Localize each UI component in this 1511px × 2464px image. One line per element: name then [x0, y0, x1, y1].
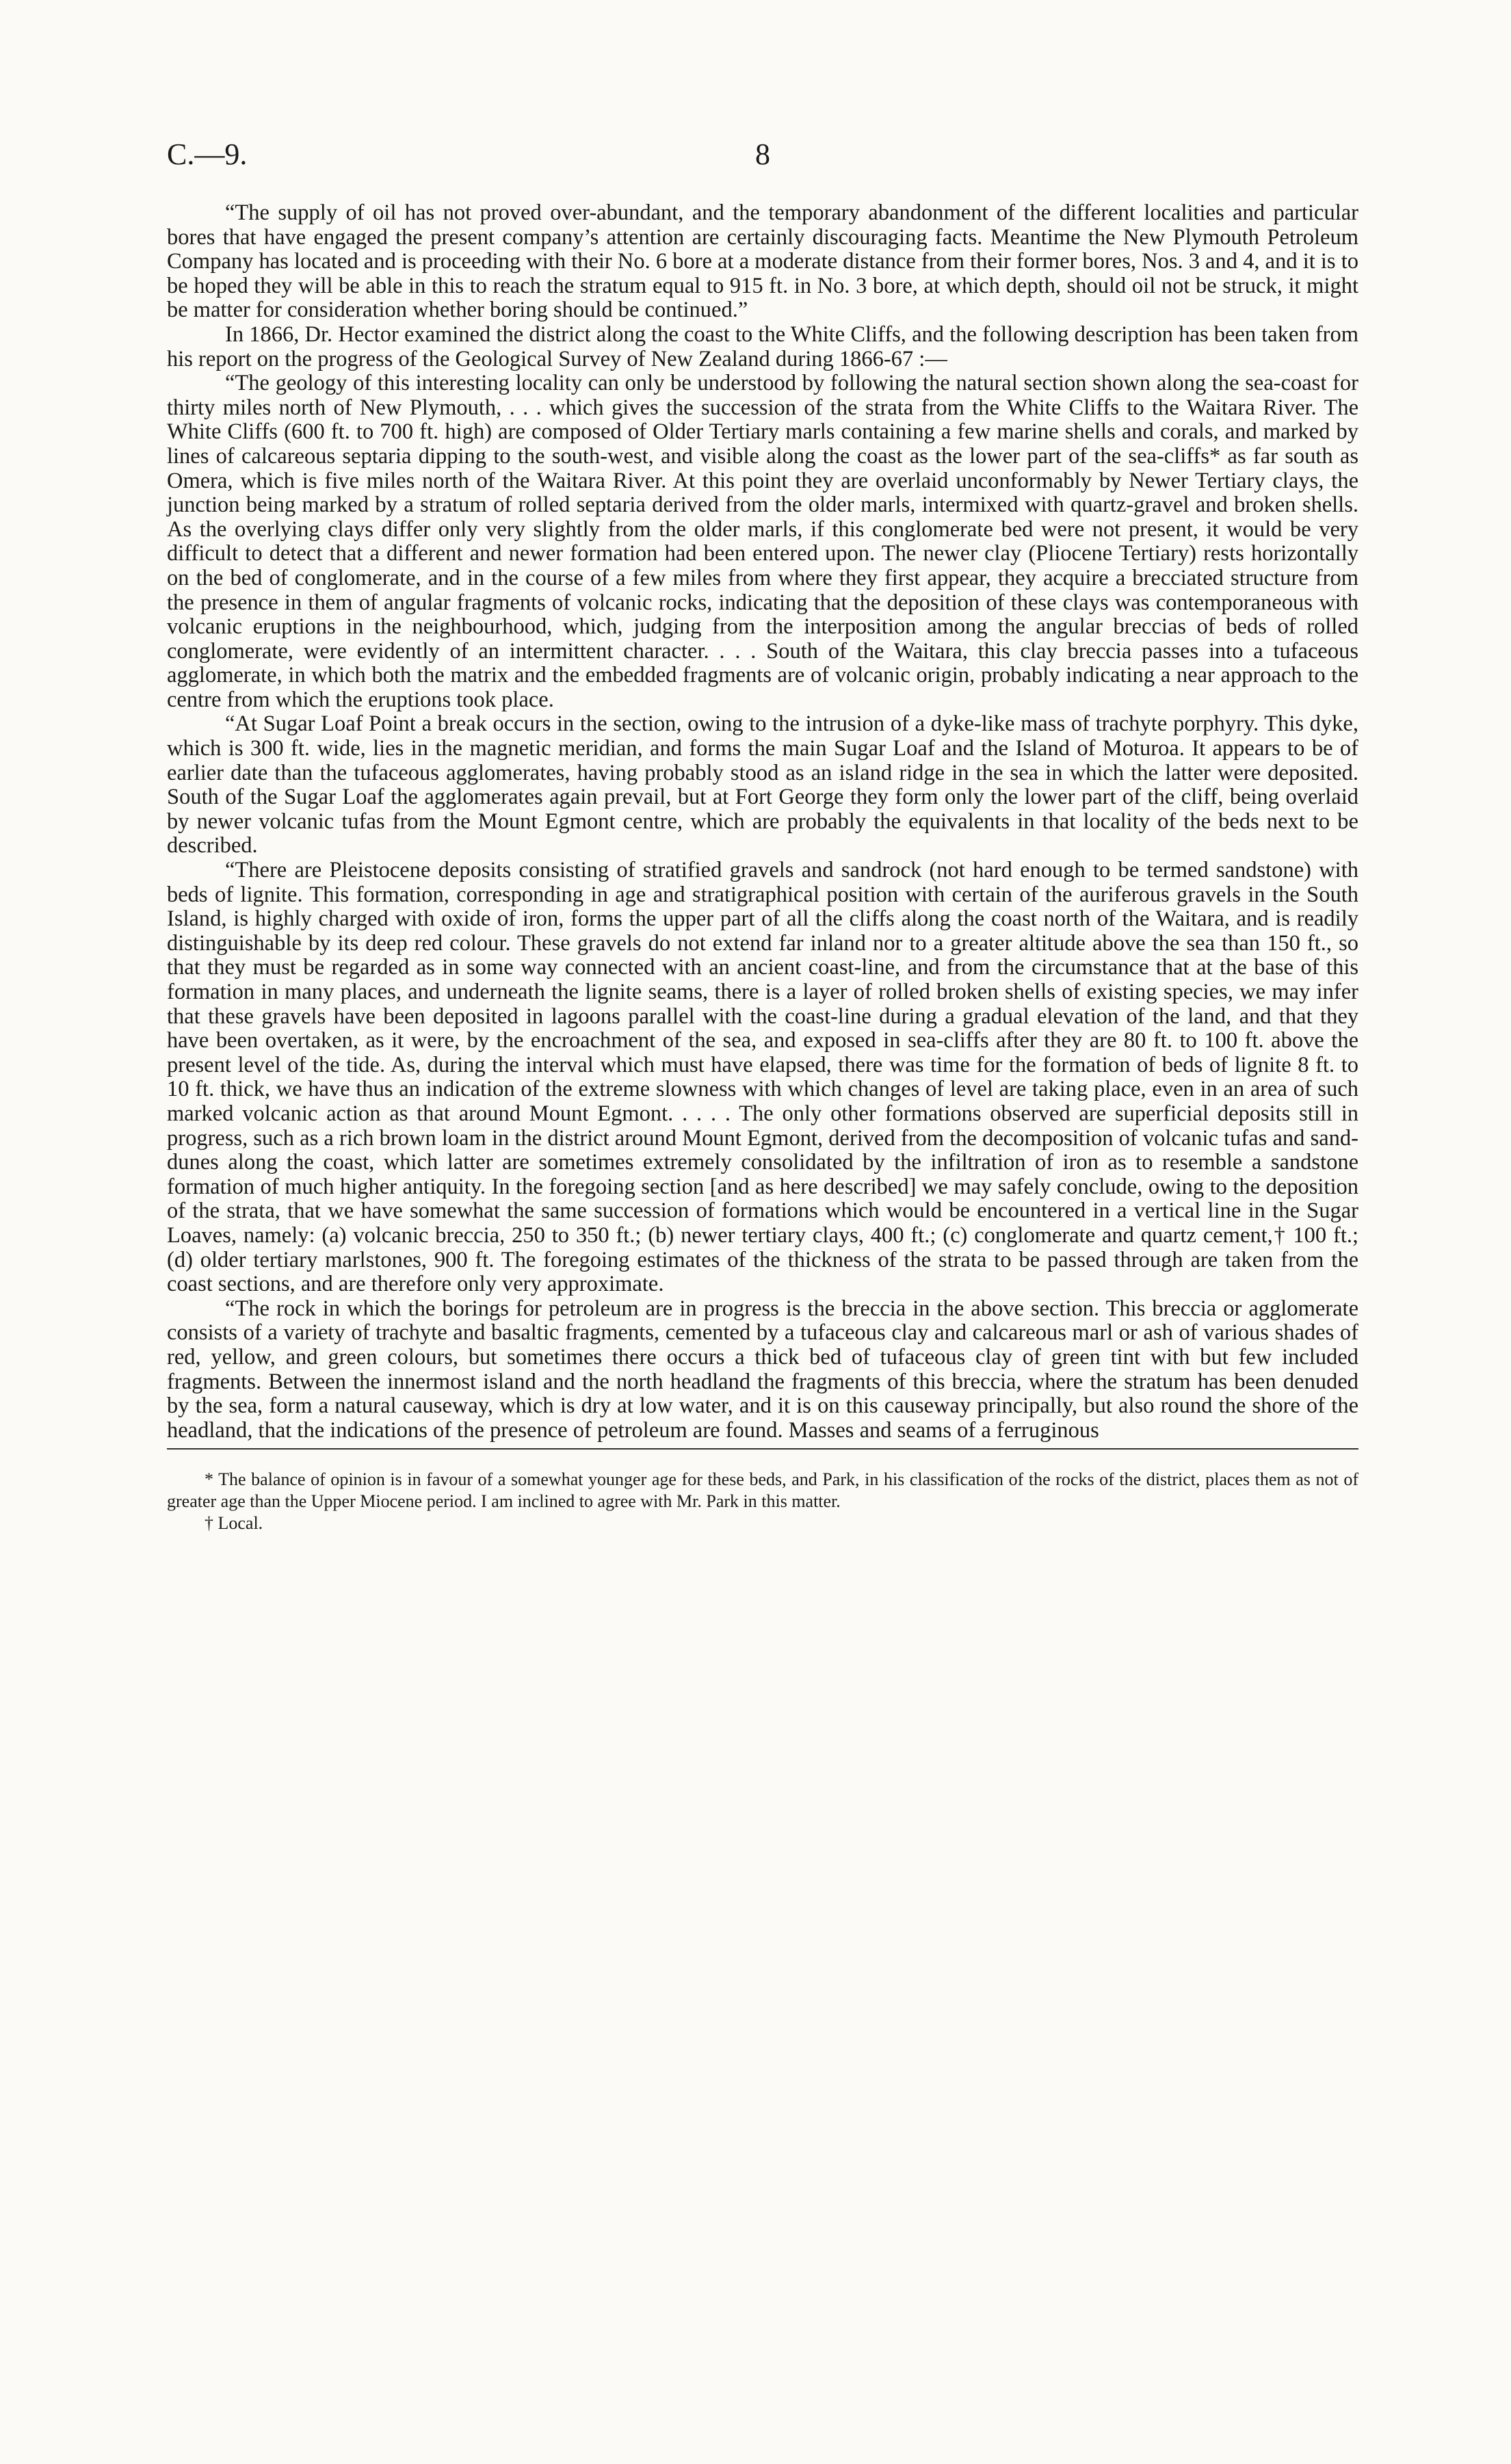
- paragraph: “The geology of this interesting locality can only be understood by following the natural section shown along the sea-coast for thirty miles north of New Plymouth, . . . which gives the succession of the strata from the White Cliffs to the Waitara River. The White Cliffs (600 ft. to 700 ft. high) are composed of Older Tertiary marls containing a few marine shells and corals, and marked by lines of calcareous septaria dipping to the south-west, and visible along the coast as the lower part of the sea-cliffs* as far south as Omera, which is five miles north of the Waitara River. At this point they are overlaid unconformably by Newer Tertiary clays, the junction being marked by a stratum of rolled septaria derived from the older marls, intermixed with quartz-gravel and broken shells. As the overlying clays differ only very slightly from the older marls, if this conglomerate bed were not present, it would be very difficult to detect that a different and newer formation had been entered upon. The newer clay (Pliocene Tertiary) rests horizontally on the bed of conglomerate, and in the course of a few miles from where they first appear, they acquire a brecciated structure from the presence in them of angular fragments of volcanic rocks, indicating that the deposition of these clays was contemporaneous with volcanic eruptions in the neighbourhood, which, judging from the interposition among the angular breccias of beds of rolled conglomerate, were evidently of an intermittent character. . . . South of the Waitara, this clay breccia passes into a tufaceous agglomerate, in which both the matrix and the embedded fragments are of volcanic origin, probably indicating a near approach to the centre from which the eruptions took place.: [167, 371, 1358, 712]
- page-header: [167, 137, 1358, 192]
- footnotes: [167, 1469, 1358, 1534]
- paragraph: “The rock in which the borings for petroleum are in progress is the breccia in the above section. This breccia or agglomerate consists of a variety of trachyte and basaltic fragments, cemented by a tufaceous clay and calcareous marl or ash of various shades of red, yellow, and green colours, but sometimes there occurs a thick bed of tufaceous clay of green tint with but few included fragments. Between the innermost island and the north headland the fragments of this breccia, where the stratum has been denuded by the sea, form a natural causeway, which is dry at low water, and it is on this causeway principally, but also round the shore of the headland, that the indications of the presence of petroleum are found. Masses and seams of a ferruginous: [167, 1296, 1358, 1443]
- body-text: [167, 201, 1358, 1443]
- footnote: * The balance of opinion is in favour of a somewhat younger age for these beds, and Park, in his classification of the rocks of the district, places them as not of greater age than the Upper Miocene period. I am inclined to agree with Mr. Park in this matter.: [167, 1469, 1358, 1512]
- document-reference: C.—9.: [167, 137, 248, 171]
- footnote: † Local.: [205, 1513, 263, 1534]
- paragraph: In 1866, Dr. Hector examined the district along the coast to the White Cliffs, and the following description has been taken from his report on the progress of the Geological Survey of New Zealand during 1866-67 :—: [167, 322, 1358, 371]
- paragraph: “The supply of oil has not proved over-abundant, and the temporary abandonment of the different localities and particular bores that have engaged the present company’s attention are certainly discouraging facts. Meantime the New Plymouth Petroleum Company has located and is proceeding with their No. 6 bore at a moderate distance from their former bores, Nos. 3 and 4, and it is to be hoped they will be able in this to reach the stratum equal to 915 ft. in No. 3 bore, at which depth, should oil not be struck, it might be matter for consideration whether boring should be continued.”: [167, 200, 1358, 323]
- page-number: 8: [755, 137, 770, 171]
- paragraph: “At Sugar Loaf Point a break occurs in the section, owing to the intrusion of a dyke-like mass of trachyte porphyry. This dyke, which is 300 ft. wide, lies in the magnetic meridian, and forms the main Sugar Loaf and the Island of Moturoa. It appears to be of earlier date than the tufaceous agglomerates, having probably stood as an island ridge in the sea in which the latter were deposited. South of the Sugar Loaf the agglomerates again prevail, but at Fort George they form only the lower part of the cliff, being overlaid by newer volcanic tufas from the Mount Egmont centre, which are probably the equivalents in that locality of the beds next to be described.: [167, 711, 1358, 859]
- document-page: [167, 137, 1358, 1534]
- paragraph: “There are Pleistocene deposits consisting of stratified gravels and sandrock (not hard enough to be termed sandstone) with beds of lignite. This formation, corresponding in age and stratigraphical position with certain of the auriferous gravels in the South Island, is highly charged with oxide of iron, forms the upper part of all the cliffs along the coast north of the Waitara, and is readily distinguishable by its deep red colour. These gravels do not extend far inland nor to a greater altitude above the sea than 150 ft., so that they must be regarded as in some way connected with an ancient coast-line, and from the circumstance that at the base of this formation in many places, and underneath the lignite seams, there is a layer of rolled broken shells of existing species, we may infer that these gravels have been deposited in lagoons parallel with the coast-line during a gradual elevation of the land, and that they have been overtaken, as it were, by the encroachment of the sea, and exposed in sea-cliffs after they are 80 ft. to 100 ft. above the present level of the tide. As, during the interval which must have elapsed, there was time for the formation of beds of lignite 8 ft. to 10 ft. thick, we have thus an indication of the extreme slowness with which changes of level are taking place, even in an area of such marked volcanic action as that around Mount Egmont. . . . . The only other formations observed are superficial deposits still in progress, such as a rich brown loam in the district around Mount Egmont, derived from the decomposition of volcanic tufas and sand-dunes along the coast, which latter are sometimes extremely consolidated by the infiltration of iron as to resemble a sandstone formation of much higher antiquity. In the foregoing section [and as here described] we may safely conclude, owing to the deposition of the strata, that we have somewhat the same succession of formations which would be encountered in a vertical line in the Sugar Loaves, namely: (a) volcanic breccia, 250 to 350 ft.; (b) newer tertiary clays, 400 ft.; (c) conglomerate and quartz cement,† 100 ft.; (d) older tertiary marlstones, 900 ft. The foregoing estimates of the thickness of the strata to be passed through are taken from the coast sections, and are therefore only very approximate.: [167, 858, 1358, 1297]
- footnote-divider: [167, 1448, 1358, 1450]
